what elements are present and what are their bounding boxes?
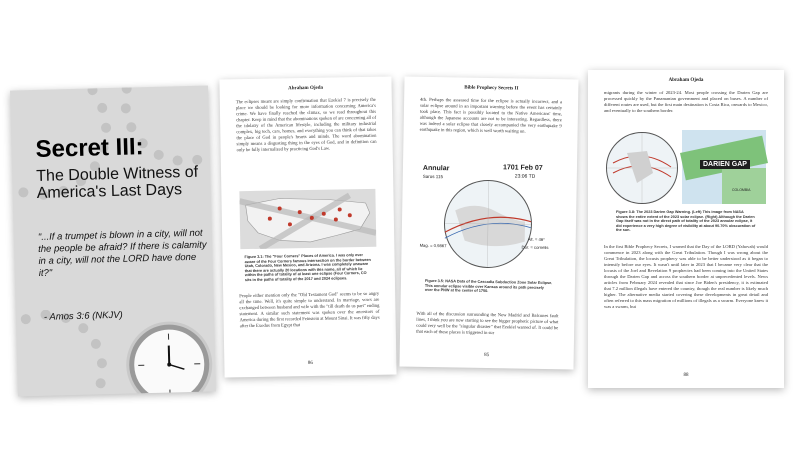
eclipse-time: 23:06 TD	[514, 173, 536, 180]
body-text: With all of the discussion surrounding the New Madrid and Balcones fault lines, I think you are now starting to see the bigger prophetic picture of what could very well be the "singular disaster" that Ezekiel warned of. It could be that each of these places is triggered in sur	[416, 310, 559, 336]
eclipse-magnitude: Mag. = 0.9867	[419, 242, 447, 249]
figure-caption: Figure 3.1: The "Four Corners" Places of America. I was only ever aware of the Four Corners famous intersection on the border between Utah, Colorado, New Mexico, and Arizona. I was completely unaware that there are actually 20 locations with this name, all of which lie within the paths of totality of at least one eclipse (Four Corners, CO sits in the paths of totality of the 2017 and 2024 eclipses.	[244, 253, 371, 283]
eclipse-saros: Saros 115	[422, 173, 444, 180]
page-number: 85	[484, 352, 490, 359]
map-country: COLOMBIA	[732, 188, 751, 192]
clock-icon	[128, 324, 210, 397]
page-88	[588, 70, 784, 388]
page-header: Abraham Ojeda	[668, 78, 704, 83]
darien-gap-map	[682, 130, 766, 204]
page-85	[399, 77, 578, 370]
cover-reference: - Amos 3:6 (NKJV)	[43, 309, 123, 323]
body-text: In the first Bible Prophecy Secrets, I warned that the Day of the LORD (Yahovah) would commence in 2023 along with the Great Tribulation. Though I was wrong about the Great Tribulation, the locusts prophecy was able to be better understood as it began to intensify before our eyes. It wasn't until later in 2023 that I became very clear that the locusts of the Joel and Revelation 9 prophecies had been coming into the United States through the Darien Gap and across the southern border at unprecedented levels. News articles from February 2024 revealed that since Joe Biden's presidency, it is estimated that 7.2 million illegals have entered the country, though the real number is likely much higher. The alternative media started covering these developments in great detail and often referred to this mass migration of millions of illegals as a swarm. Everyone knew it was a swarm, but	[604, 244, 768, 309]
page-header: Abraham Ojeda	[288, 85, 324, 92]
globe	[443, 179, 533, 269]
cover-subtitle: The Double Witness of America's Last Days	[36, 163, 199, 202]
cover-title: Secret III:	[35, 133, 144, 163]
map-label: DARIEN GAP	[700, 160, 750, 169]
eclipse-type: Annular	[422, 164, 450, 173]
body-text: 4th. Perhaps the assessed time for the eclipse is actually incorrect, and a solar eclipse around in an important warning before the event has certainly took place. This fact is possibly located to the Native Americans' time, although the Japanese accounts are not to be interesting. Regardless, there was indeed a solar eclipse that closely accompanied the very earthquake 9 earthquake in this region, which is well worth waiting on.	[419, 96, 563, 134]
eclipse-date: 1701 Feb 07	[502, 164, 543, 172]
body-text: People either mention only the "Old Testament God" seems to be so angry all the time. Well, it's quite simple to understand. In marriage, vows are exchanged between husband and wife with the "till death do us part" ending statement. A similar such statement was spoken over the ancestors of America during the first recorded Feinstein at Mount Sinai. It was fifty days after the Exodus from Egypt that	[239, 290, 380, 329]
eclipse-globe-image	[606, 132, 678, 204]
eclipse-diagram	[417, 163, 561, 275]
figure-caption: Figure 3.5: NASA Data of the Cascadia Subduction Zone Solar Eclipse. This annular eclipse visible over Kansas around its path precisely over the PNW at the center of 1700.	[424, 278, 553, 294]
cover-quote: "...If a trumpet is blown in a city, will not the people be afraid? If there is calamity in a city, will not the LORD have done it?"	[37, 227, 207, 279]
page-header: Bible Prophecy Secrets II	[464, 85, 519, 92]
page-number: 86	[307, 360, 313, 367]
body-text: migrants during the winter of 2023-24. Most people crossing the Darien Gap are processed quickly by the Panamanian government and placed on buses. A number of different routes are used, but the first main destination is Costa Rica, onwards to Mexico, and eventually to the southern border.	[604, 90, 768, 113]
us-map-image	[239, 189, 376, 249]
figure-caption: Figure 3.8: The 2023 Darien Gap Warning. (Left) This image from NASA shows the entire extent of the 2023 solar eclipse. (Right) Although the Darien Gap itself was not in the direct path of totality of the 2023 annular eclipse, it did experience a very high degree of visibility at about 90.70% obscuration of the sun.	[616, 210, 756, 233]
book-cover	[10, 85, 216, 396]
page-number: 88	[683, 373, 689, 378]
page-86	[219, 77, 396, 378]
body-text: The eclipses meant are simply confirmation that Ezekiel 7 is precisely the place we should be looking for more information concerning America's crime. We have finally reached the climax, so we read throughout this chapter. Keep in mind that the abominations spoken of are concerning all of the idolatry of the American lifestyle, including the military industrial complex, big tech, cars, homes, and everything you can think of that takes the place of God in people's hearts and minds. The word abomination simply means a disgusting thing in the eyes of God, and in definition can only be fully internalized by practicing God's Law.	[235, 96, 377, 153]
eclipse-altitude: Alt. = 46°	[527, 236, 545, 242]
eclipse-duration: Dur. = cornelis	[521, 244, 549, 251]
